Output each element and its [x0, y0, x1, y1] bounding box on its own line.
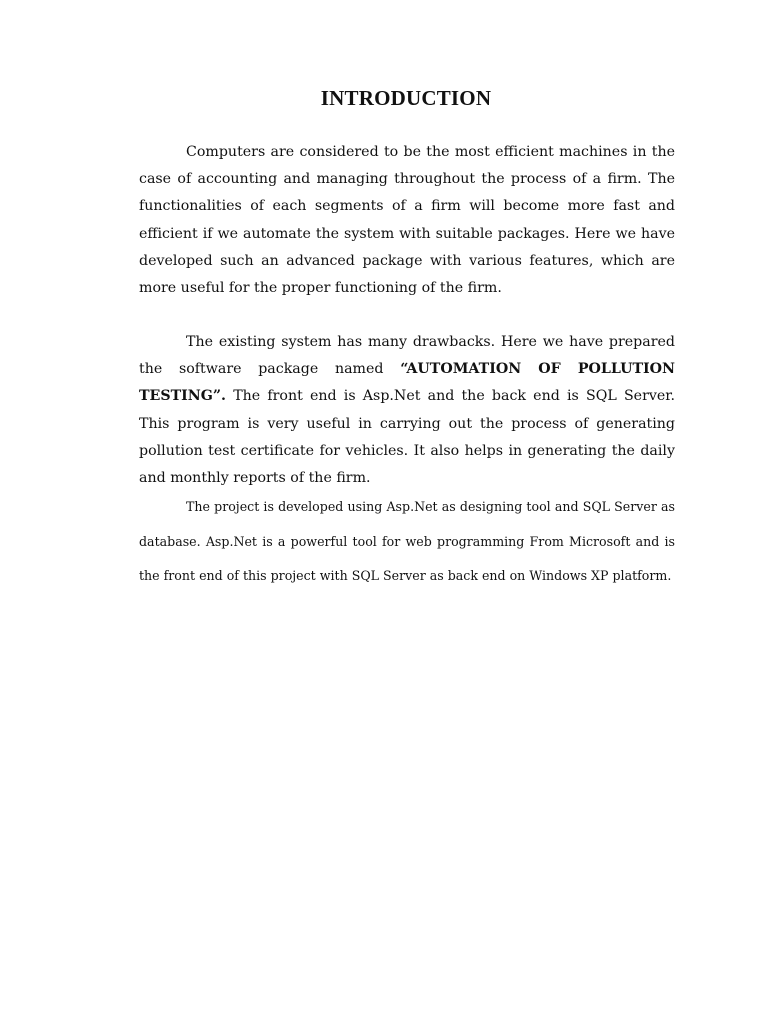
intro-paragraph-2	[139, 329, 675, 492]
intro-paragraph-1: Computers are considered to be the most efficient machines in the case of accounting and managing throughout the process of a firm. The functionalities of each segments of a firm will become more fast and efficient if we automate the system with suitable packages. Here we have developed such an advanced package with various features, which are more useful for the proper functioning of the firm.	[139, 144, 675, 297]
paragraph-2-text-before: The existing system has many drawbacks. Here we have prepared the software package named	[139, 334, 675, 378]
paragraph-2-text-after: The front end is Asp.Net and the back end is SQL Server. This program is very useful in carrying out the process of generating pollution test certificate for vehicles. It also helps in generating the daily and monthly reports of the firm.	[139, 388, 675, 487]
page-title: INTRODUCTION	[320, 86, 492, 110]
project-name-emphasis: “AUTOMATION OF POLLUTION TESTING”.	[139, 361, 675, 405]
intro-paragraph-3: The project is developed using Asp.Net as designing tool and SQL Server as database. Asp.Net is a powerful tool for web programming From Microsoft and is the front end of this project with SQL Server as back end on Windows XP platform.	[139, 499, 675, 583]
